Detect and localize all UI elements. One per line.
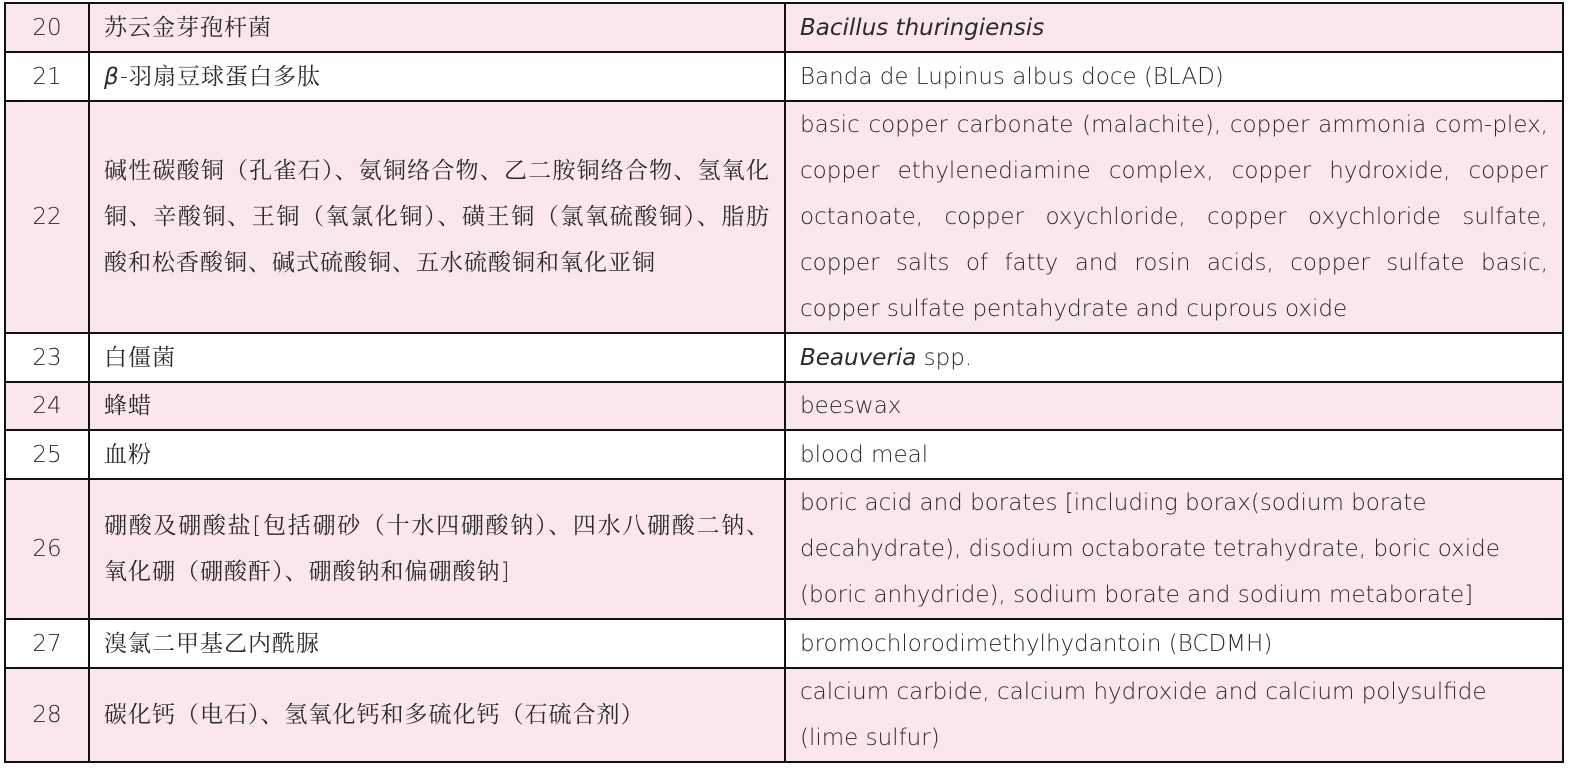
table-row [5, 430, 1563, 479]
chinese-name: 碳化钙（电石）、氢氧化钙和多硫化钙（石硫合剂） [89, 668, 785, 762]
english-name-italic: Bacillus thuringiensis [800, 14, 1045, 41]
english-name: basic copper carbonate (malachite), copper ammonia com-plex, copper ethylenediamine complex, copper hydroxide, copper octanoate, copper oxychloride, copper oxychloride sulfate, copper salts of fatty and rosin acids, copper sulfate basic, copper sulfate pentahydrate and cuprous oxide [785, 101, 1563, 333]
table-row [5, 668, 1563, 762]
row-number: 25 [5, 430, 89, 479]
row-number: 28 [5, 668, 89, 762]
table-row [5, 382, 1563, 430]
english-name: bromochlorodimethylhydantoin (BCDMH) [785, 619, 1563, 668]
row-number: 27 [5, 619, 89, 668]
english-name-text: spp. [916, 344, 973, 371]
table-row [5, 619, 1563, 668]
english-name: beeswax [785, 382, 1563, 430]
chinese-name: 硼酸及硼酸盐[包括硼砂（十水四硼酸钠）、四水八硼酸二钠、氧化硼（硼酸酐）、硼酸钠和偏硼酸钠] [89, 479, 785, 619]
row-number: 23 [5, 333, 89, 382]
chinese-name: 蜂蜡 [89, 382, 785, 430]
chinese-name-prefix: β [104, 63, 120, 90]
table-row [5, 52, 1563, 101]
english-name: boric acid and borates [including borax(sodium borate decahydrate), disodium octaborate tetrahydrate, boric oxide (boric anhydride), sodium borate and sodium metaborate] [785, 479, 1563, 619]
row-number: 20 [5, 3, 89, 52]
row-number: 22 [5, 101, 89, 333]
table-row [5, 333, 1563, 382]
chinese-name-text: -羽扇豆球蛋白多肽 [119, 63, 321, 90]
row-number: 26 [5, 479, 89, 619]
table-row [5, 479, 1563, 619]
english-name: calcium carbide, calcium hydroxide and calcium polysulfide (lime sulfur) [785, 668, 1563, 762]
english-name: Banda de Lupinus albus doce (BLAD) [785, 52, 1563, 101]
english-name-italic: Beauveria [800, 344, 917, 371]
chinese-name: 碱性碳酸铜（孔雀石）、氨铜络合物、乙二胺铜络合物、氢氧化铜、辛酸铜、王铜（氧氯化铜）、磺王铜（氯氧硫酸铜）、脂肪酸和松香酸铜、碱式硫酸铜、五水硫酸铜和氧化亚铜 [89, 101, 785, 333]
substances-table [4, 2, 1564, 763]
table-row [5, 3, 1563, 52]
chinese-name: 白僵菌 [89, 333, 785, 382]
chinese-name: 苏云金芽孢杆菌 [89, 3, 785, 52]
chinese-name [89, 52, 785, 101]
chinese-name: 血粉 [89, 430, 785, 479]
row-number: 24 [5, 382, 89, 430]
english-name [785, 333, 1563, 382]
table-row [5, 101, 1563, 333]
row-number: 21 [5, 52, 89, 101]
english-name: blood meal [785, 430, 1563, 479]
chinese-name: 溴氯二甲基乙内酰脲 [89, 619, 785, 668]
english-name [785, 3, 1563, 52]
